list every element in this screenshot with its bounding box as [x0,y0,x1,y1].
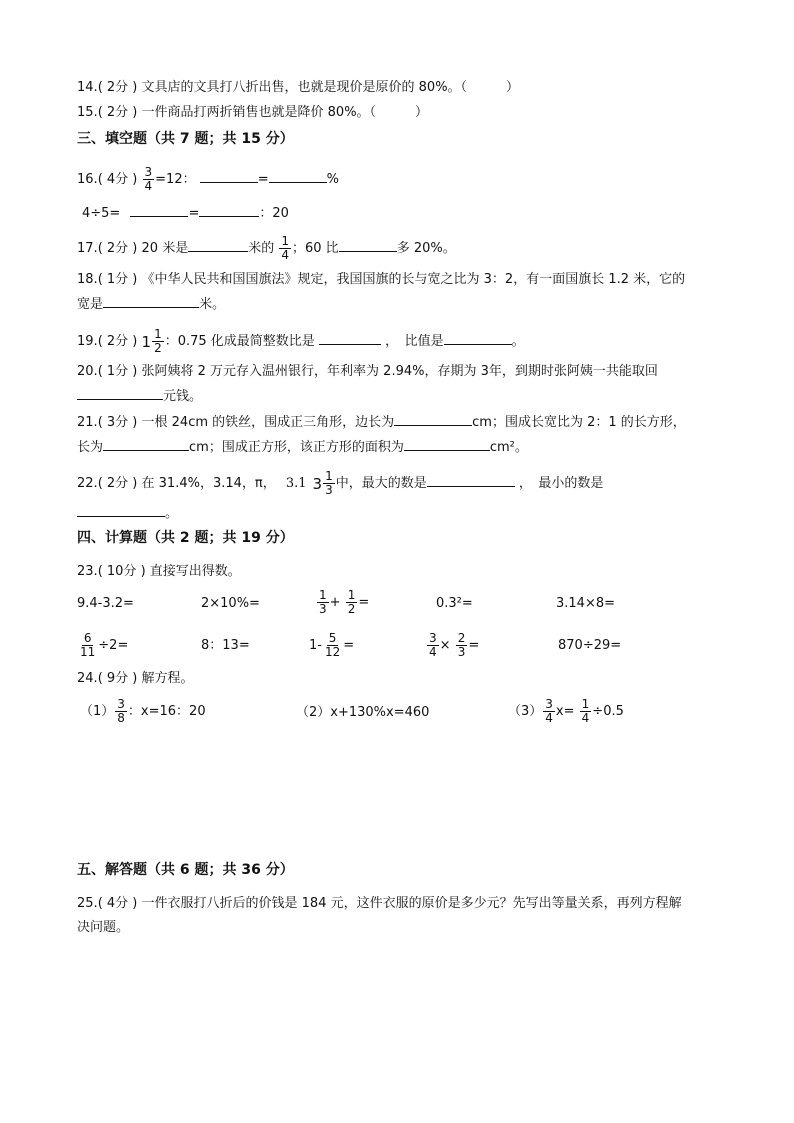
text: ， 最小的数是 [518,476,604,491]
question-21-line2 [77,437,528,458]
text: = [257,172,269,187]
score: ( 4分 ) [97,896,138,911]
question-20-line2 [77,386,202,407]
calc-item: 0.3²= [436,596,473,611]
score: ( 2分 ) [97,476,138,491]
answer-blank[interactable] [319,331,381,345]
question-number: 14. [77,80,98,95]
question-15 [77,103,428,123]
answer-blank[interactable] [77,386,163,400]
text: ， 比值是 [385,334,444,349]
score: ( 2分 ) [97,80,138,95]
calc-item: 1- $\frac{5}{12}$ = [309,631,355,659]
answer-blank[interactable] [103,294,199,308]
calc-item: 9.4-3.2= [77,596,134,611]
answer-blank[interactable] [394,412,472,426]
calc-item: $\frac{6}{11}$ ÷2= [80,631,129,659]
question-22-line2 [77,503,178,524]
text: 米。 [199,297,226,312]
score: ( 2分 ) [97,241,138,256]
answer-blank[interactable] [77,503,165,517]
calc-item: $\frac{1}{3}$ + $\frac{1}{2}$ = [319,588,370,616]
question-number: 15. [77,105,98,120]
answer-blank[interactable] [427,473,515,487]
text: 20 米是 [141,241,189,256]
score: ( 1分 ) [97,272,138,287]
text: 一根 24cm 的铁丝，围成正三角形，边长为 [141,415,395,430]
text: 张阿姨将 2 万元存入温州银行，年利率为 2.94%，存期为 3年，到期时张阿姨一共能取回 [141,364,658,379]
question-text: 文具店的文具打八折出售，也就是现价是原价的 80%。 [141,80,461,95]
answer-blank[interactable] [103,437,189,451]
question-14 [77,78,519,98]
section-3-title: 三、填空题（共 7 题；共 15 分） [77,131,294,147]
question-18 [77,270,685,290]
text: cm；围成正方形，该正方形的面积为 [189,440,404,455]
question-18-line2 [77,294,225,315]
calc-item: 3.14×8= [556,596,616,611]
answer-blank[interactable] [444,331,512,345]
question-number: 20. [77,364,98,379]
text: ：20 [259,206,289,221]
question-16 [77,166,339,193]
repeating-decimal: 3.1 [285,476,307,491]
question-number: 24. [77,671,98,686]
text: 元钱。 [163,389,203,404]
question-17 [77,235,456,262]
text: 4÷5= [82,206,121,221]
question-text: 一件商品打两折销售也就是降价 80%。 [141,105,370,120]
question-number: 21. [77,415,98,430]
question-23 [77,562,241,582]
text: 长为 [77,440,104,455]
question-24 [77,669,194,689]
question-number: 18. [77,272,98,287]
question-number: 19. [77,334,98,349]
question-25 [77,894,682,914]
fraction: $\frac{3}{4}$ [144,165,153,193]
question-number: 23. [77,564,98,579]
text: ；60 比 [292,241,339,256]
fraction: $\frac{1}{4}$ [281,234,289,262]
text: 。 [511,334,525,349]
score: ( 3分 ) [97,415,138,430]
answer-blank[interactable] [200,169,258,183]
mixed-number: 3 $\frac{1}{3}$ [312,469,333,497]
mixed-number: 1 $\frac{1}{2}$ [141,327,162,355]
text: 宽是 [77,297,104,312]
calc-item: 2×10%= [201,596,260,611]
score: ( 4分 ) [97,172,138,187]
score: ( 10分 ) [97,564,146,579]
calc-item: $\frac{3}{4}$ × $\frac{2}{3}$ = [429,631,480,659]
answer-blank[interactable] [188,238,248,252]
question-text: 一件衣服打八折后的价钱是 184 元，这件衣服的原价是多少元？先写出等量关系，再列方程解 [141,896,682,911]
question-number: 25. [77,896,98,911]
answer-blank[interactable] [199,203,259,217]
question-number: 22. [77,476,98,491]
question-20 [77,362,658,382]
text: 中，最大的数是 [335,476,427,491]
score: ( 2分 ) [97,334,138,349]
question-text: 直接写出得数。 [149,564,241,579]
equation-3: （3） $\frac{3}{4}$ x= $\frac{1}{4}$ ÷0.5 [508,697,624,725]
answer-blank[interactable] [339,238,397,252]
answer-parenthesis[interactable]: （ ） [369,105,429,120]
answer-blank[interactable] [130,203,188,217]
question-text: 解方程。 [141,671,194,686]
text: 《中华人民共和国国旗法》规定，我国国旗的长与宽之比为 3：2，有一面国旗长 1.2 米，它的 [141,272,686,287]
score: ( 9分 ) [97,671,138,686]
equation-2: （2）x+130%x=460 [296,705,430,720]
answer-parenthesis[interactable]: （ ） [460,80,520,95]
section-4-title: 四、计算题（共 2 题；共 19 分） [77,530,294,546]
text: 。 [165,506,179,521]
score: ( 2分 ) [97,105,138,120]
score: ( 1分 ) [97,364,138,379]
text: 在 31.4%，3.14，π， [141,476,276,491]
question-22 [77,470,603,497]
section-5-title: 五、解答题（共 6 题；共 36 分） [77,862,294,878]
question-16-line2 [82,203,289,224]
text: % [326,172,339,187]
calc-item: 8：13= [201,638,250,653]
question-19 [77,328,525,355]
calc-item: 870÷29= [558,638,622,653]
question-number: 17. [77,241,98,256]
question-25-line2: 决问题。 [77,920,130,935]
text: ：0.75 化成最简整数比是 [164,334,315,349]
equation-1: （1） $\frac{3}{8}$ ：x=16：20 [80,697,206,725]
text: =12： [155,172,196,187]
answer-blank[interactable] [269,169,327,183]
answer-blank[interactable] [404,437,490,451]
text: cm；围成长宽比为 2：1 的长方形， [472,415,686,430]
text: = [188,206,200,221]
text: 米的 [248,241,275,256]
text: cm²。 [489,440,528,455]
text: 多 20%。 [396,241,456,256]
question-number: 16. [77,172,98,187]
question-21 [77,412,686,433]
